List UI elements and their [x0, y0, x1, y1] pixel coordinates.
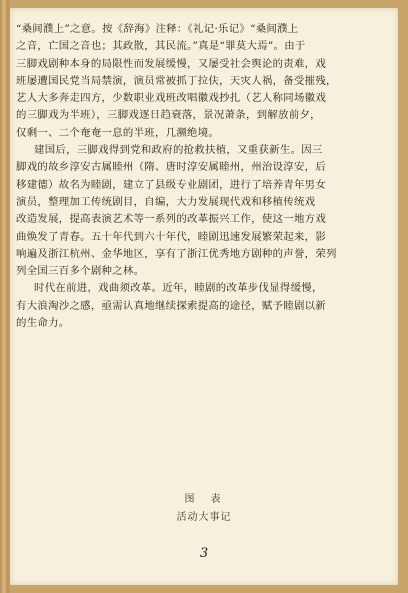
text-line: 的生命力。	[16, 317, 70, 330]
text-line: 移建德）故名为睦剧，建立了县级专业剧团，进行了培养青年男女	[16, 178, 327, 191]
text-line: 演员，整理加工传统剧目，自编，大力发展现代戏和移植传统戏	[16, 195, 316, 208]
text-line: 曲焕发了青春。五十年代到六十年代，睦剧迅速发展繁荣起来，影	[16, 230, 327, 243]
text-line: 有大浪淘沙之感，亟需认真地继续探索提高的途径，赋予睦剧以新	[16, 299, 327, 312]
scanned-page	[10, 8, 398, 585]
text-line: 艺人大多奔走四方，少数职业戏班改唱徽戏抄扎（艺人称同场徽戏	[16, 92, 327, 105]
text-line: 时代在前进，戏曲须改革。近年，睦剧的改革步伐显得缓慢，	[34, 282, 323, 295]
text-line: 脚戏的故乡淳安古属睦州（隋、唐时淳安属睦州，州治设淳安，后	[16, 161, 327, 174]
body-text	[16, 21, 366, 332]
page-number: 3	[199, 546, 209, 561]
text-line: 班屡遭国民党当局禁演，演员常被抓丁拉伕，天灾人祸，备受摧残，	[16, 74, 337, 87]
text-line: 改造发展，提高表演艺术等一系列的改革振兴工作，使这一地方戏	[16, 213, 327, 226]
text-line: 响遍及浙江杭州、金华地区，享有了浙江优秀地方剧种的声誉，荣列	[16, 247, 337, 260]
section-subcaption: 活动大事记	[176, 512, 232, 523]
text-line: 三脚戏剧种本身的局限性而发展缓慢，又屡受社会舆论的责难，戏	[16, 57, 327, 70]
text-line: 之音，亡国之音也；其政散，其民流。”真是“罪莫大焉”。由于	[16, 40, 306, 53]
section-caption: 图 表	[184, 494, 224, 505]
text-line: 列全国三百多个剧种之林。	[16, 265, 145, 278]
text-line: 建国后，三脚戏得到党和政府的抢救扶植，又重获新生。因三	[34, 144, 323, 157]
text-line: 的三脚戏为半班），三脚戏逐日趋衰落，景况萧条，到解放前夕，	[16, 109, 321, 122]
text-line: “桑间濮上”之意。按《辞海》注释：《礼记·乐记》“桑间濮上	[16, 23, 299, 35]
text-line: 仅剩一、二个奄奄一息的半班，几濒绝境。	[16, 126, 220, 139]
